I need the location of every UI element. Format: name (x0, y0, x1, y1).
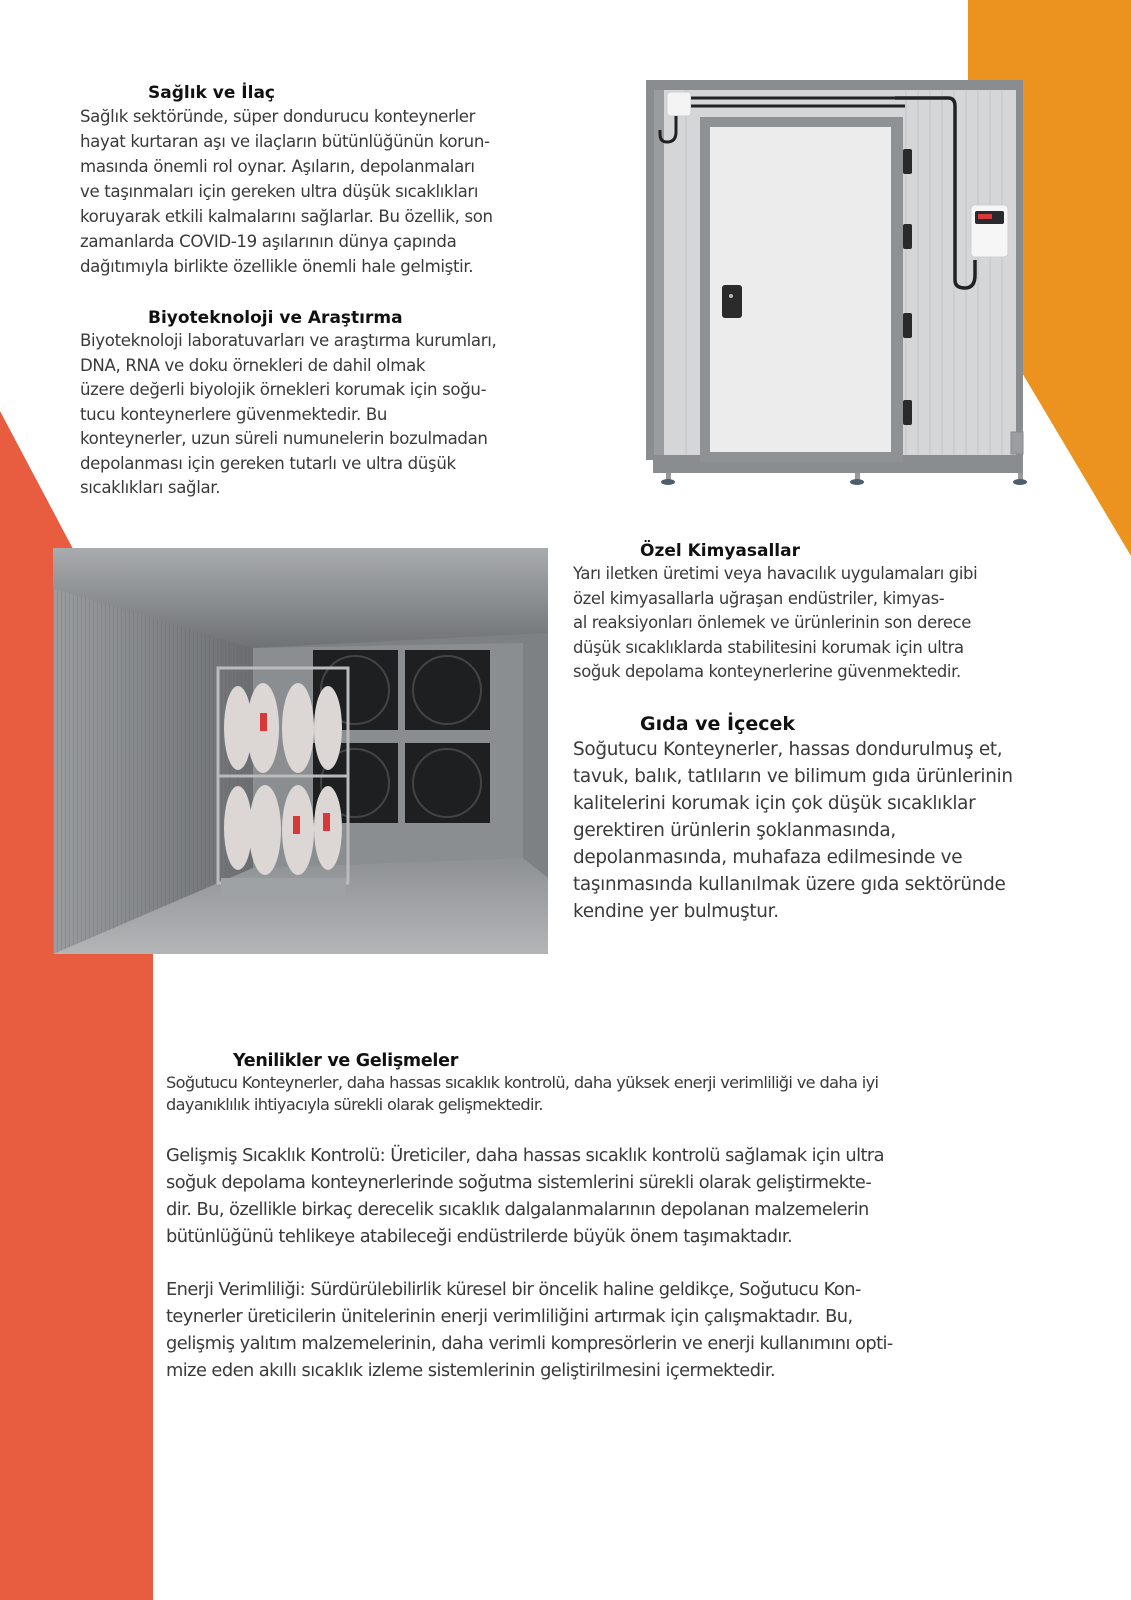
body-line: düşük sıcaklıklarda stabilitesini korumak için ultra (573, 637, 964, 657)
body-line: zamanlarda COVID-19 aşılarının dünya çapında (80, 232, 457, 251)
body-line: gerektiren ürünlerin şoklanmasında, (573, 820, 896, 841)
body-line: kendine yer bulmuştur. (573, 901, 779, 922)
energy-efficiency-paragraph (166, 1276, 1076, 1384)
body-line: konteynerler, uzun süreli numunelerin bozulmadan (80, 429, 488, 448)
body-line: Yarı iletken üretimi veya havacılık uygulamaları gibi (573, 564, 978, 583)
body-line: Sağlık sektöründe, süper dondurucu konteynerler (80, 107, 476, 126)
body-line: hayat kurtaran aşı ve ilaçların bütünlüğünün korun- (80, 132, 490, 151)
body-line: dağıtımıyla birlikte özellikle önemli hale gelmiştir. (80, 257, 474, 276)
section-ozel-kimyasallar (573, 540, 1093, 685)
section-heading: Özel Kimyasallar (640, 541, 800, 561)
section-gida-ve-icecek (573, 712, 1113, 925)
body-line: depolanmasında, muhafaza edilmesinde ve (573, 847, 963, 868)
body-line: dayanıklılık ihtiyacıyla sürekli olarak gelişmektedir. (166, 1095, 543, 1114)
body-line: Gelişmiş Sıcaklık Kontrolü: Üreticiler, daha hassas sıcaklık kontrolü sağlamak için ultra (166, 1145, 885, 1166)
cold-room-container-icon (630, 70, 1030, 485)
body-line: al reaksiyonları önlemek ve ürünlerinin son derece (573, 613, 972, 632)
body-line: soğuk depolama konteynerlerine güvenmektedir. (573, 662, 961, 681)
body-line: Biyoteknoloji laboratuvarları ve araştırma kurumları, (80, 331, 497, 350)
section-biyoteknoloji (80, 307, 610, 501)
temperature-control-paragraph (166, 1142, 1076, 1250)
body-line: bütünlüğünü tehlikeye atabileceği endüstrilerde büyük önem taşımaktadır. (166, 1226, 793, 1247)
intro-paragraph (166, 1072, 1076, 1116)
body-line: tavuk, balık, tatlıların ve bilimum gıda ürünlerinin (573, 766, 1013, 787)
section-heading: Yenilikler ve Gelişmeler (233, 1051, 459, 1071)
section-body (573, 562, 1093, 685)
body-line: masında önemli rol oynar. Aşıların, depolanmaları (80, 157, 475, 176)
body-line: Soğutucu Konteynerler, hassas dondurulmuş et, (573, 739, 1003, 760)
section-yenilikler (166, 1050, 1076, 1384)
body-line: özel kimyasallarla uğraşan endüstriler, kimyas- (573, 588, 945, 608)
body-line: sıcaklıkları sağlar. (80, 478, 221, 497)
body-line: koruyarak etkili kalmalarını sağlarlar. Bu özellik, son (80, 207, 493, 226)
section-saglik-ve-ilac (80, 82, 600, 279)
body-line: soğuk depolama konteynerlerinde soğutma sistemlerini sürekli olarak geliştirmekte- (166, 1172, 872, 1193)
body-line: mize eden akıllı sıcaklık izleme sistemlerinin geliştirilmesini içermektedir. (166, 1360, 776, 1381)
cold-room-interior-photo-icon (53, 548, 548, 954)
body-line: ve taşınmaları için gereken ultra düşük sıcaklıkları (80, 182, 479, 201)
body-line: teynerler üreticilerin ünitelerinin enerji verimliliğini artırmak için çalışmaktadır. Bu, (166, 1306, 853, 1327)
body-line: tucu konteynerlere güvenmektedir. Bu (80, 404, 388, 424)
body-line: DNA, RNA ve doku örnekleri de dahil olmak (80, 355, 426, 375)
body-line: üzere değerli biyolojik örnekleri korumak için soğu- (80, 380, 487, 399)
body-line: kalitelerini korumak için çok düşük sıcaklıklar (573, 793, 976, 814)
section-heading: Gıda ve İçecek (640, 713, 796, 735)
body-line: depolanması için gereken tutarlı ve ultra düşük (80, 453, 456, 473)
section-heading: Biyoteknoloji ve Araştırma (148, 308, 403, 328)
body-line: taşınmasında kullanılmak üzere gıda sektöründe (573, 874, 1006, 895)
body-line: Enerji Verimliliği: Sürdürülebilirlik küresel bir öncelik haline geldikçe, Soğutucu Kon- (166, 1279, 861, 1300)
body-line: dir. Bu, özellikle birkaç derecelik sıcaklık dalgalanmalarının depolanan malzemelerin (166, 1199, 869, 1220)
section-body (573, 736, 1113, 925)
section-body (80, 329, 610, 501)
section-body (80, 104, 600, 279)
section-heading: Sağlık ve İlaç (148, 83, 275, 103)
body-line: gelişmiş yalıtım malzemelerinin, daha verimli kompresörlerin ve enerji kullanımını opti- (166, 1333, 893, 1354)
body-line: Soğutucu Konteynerler, daha hassas sıcaklık kontrolü, daha yüksek enerji verimliliği ve daha iyi (166, 1073, 879, 1092)
